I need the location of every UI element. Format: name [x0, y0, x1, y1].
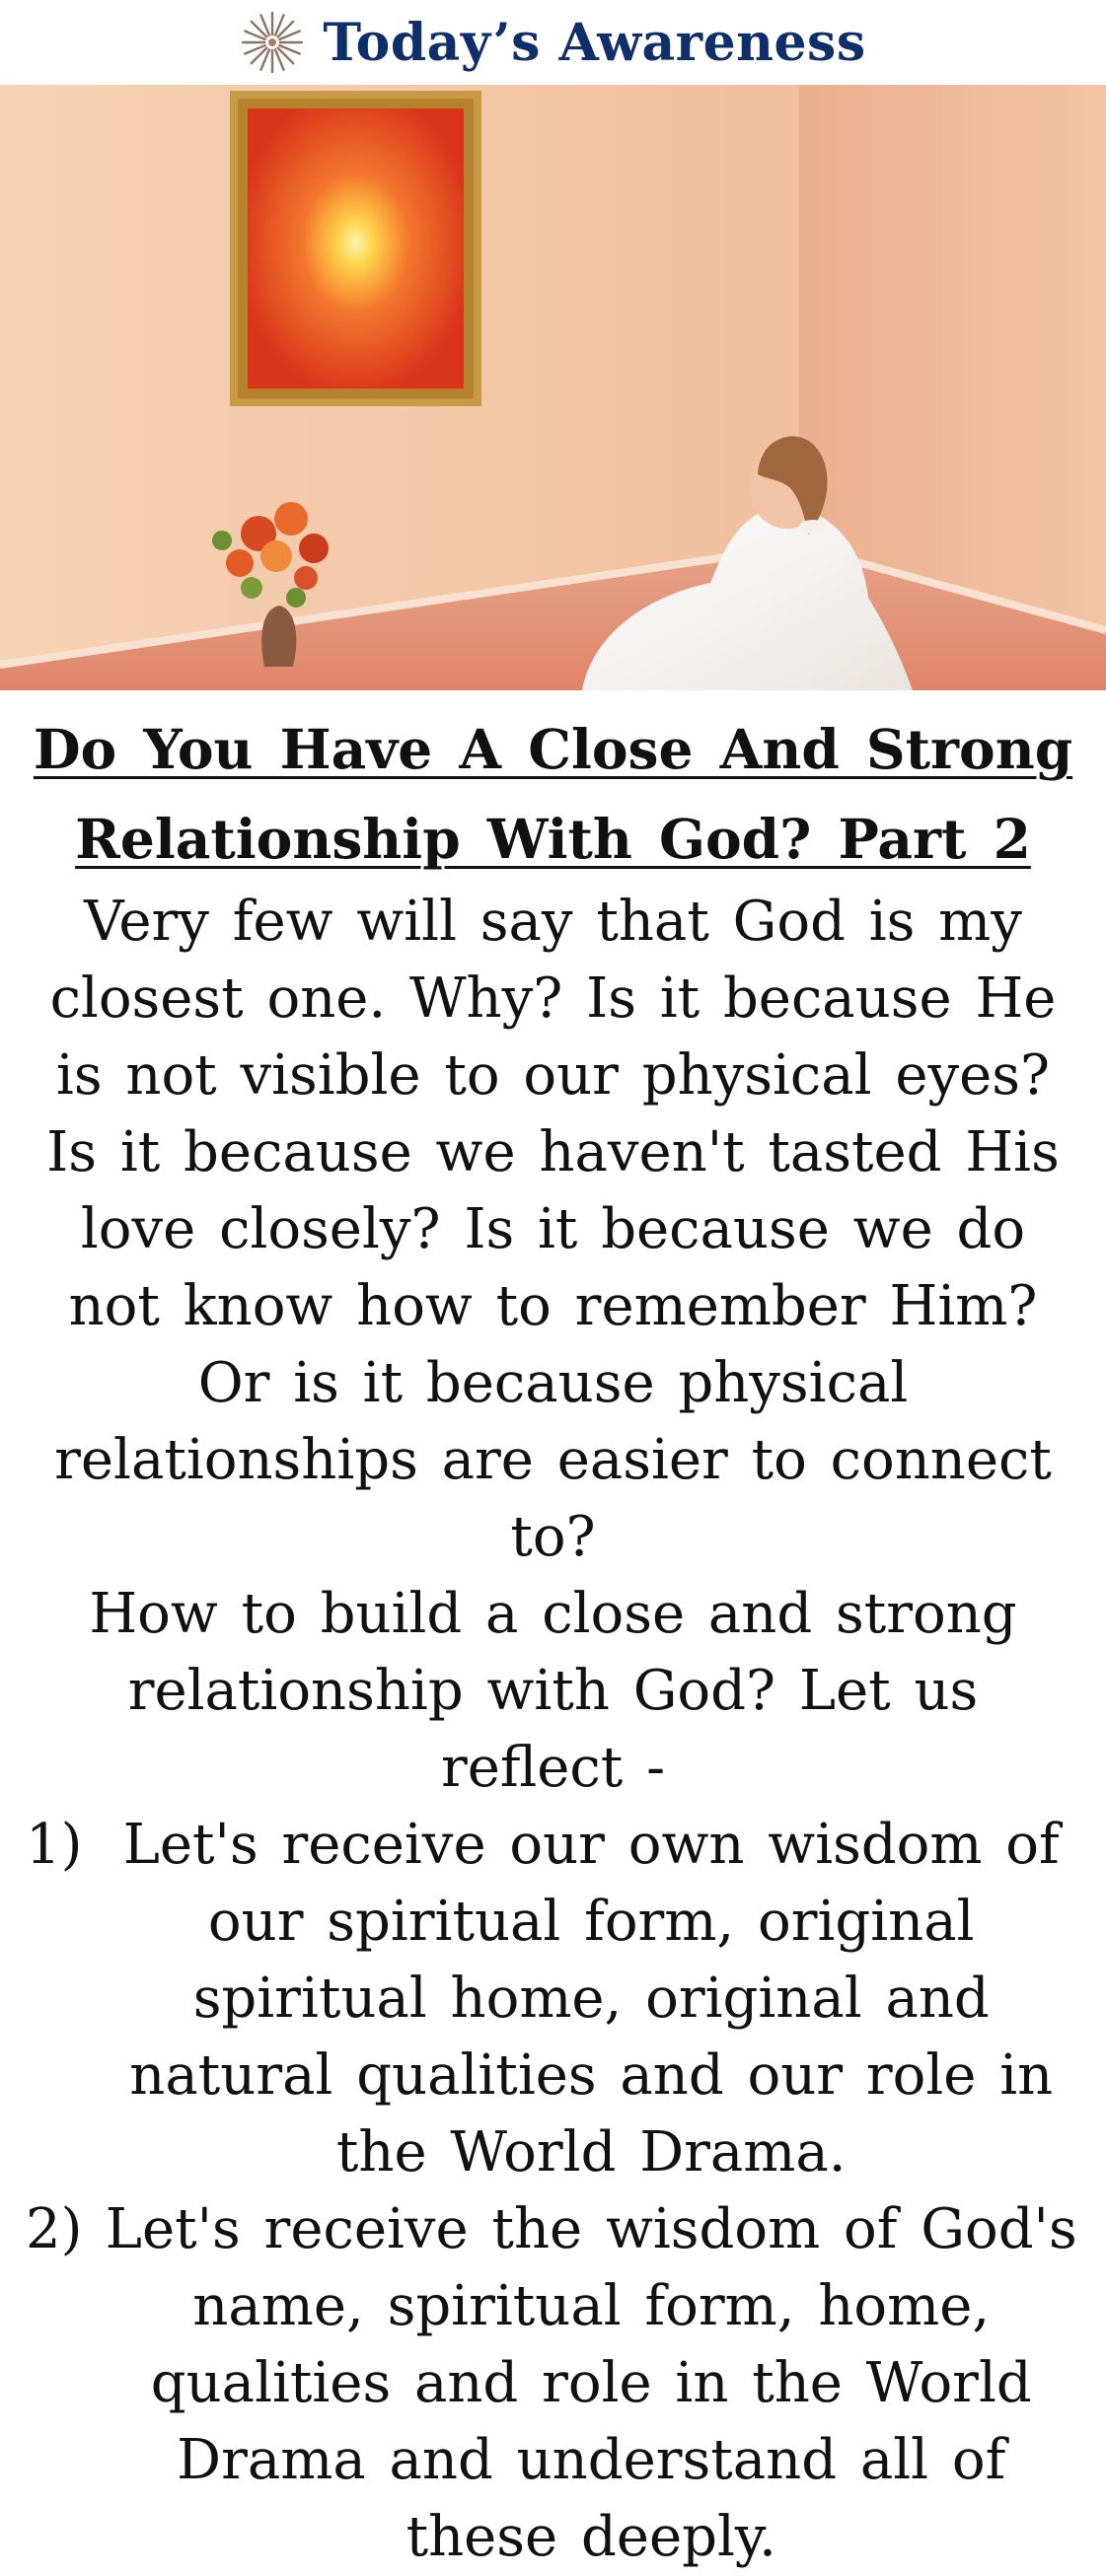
- article-title: Do You Have A Close And Strong Relationship With God? Part 2: [33, 717, 1073, 871]
- list-item-text: Let's receive the wisdom of God's name, spiritual form, home, qualities and role in the World Drama and understand all of these deeply.: [105, 2197, 1077, 2569]
- paragraph-question: How to build a close and strong relationship with God? Let us reflect -: [89, 1582, 1017, 1800]
- list-item-text: Let's receive our own wisdom of our spiritual form, original spiritual home, original and natural qualities and our role in the World Drama.: [122, 1813, 1060, 2184]
- list-item-number: 2): [26, 2197, 83, 2261]
- article-body: [0, 884, 1106, 2576]
- list-item-number: 1): [26, 1813, 83, 1877]
- header-title: Today’s Awareness: [323, 12, 866, 73]
- meditation-scene-illustration: [0, 85, 1106, 690]
- list-item: [26, 2191, 1080, 2576]
- paragraph-intro: Very few will say that God is my closest one. Why? Is it because He is not visible to our physical eyes? Is it because we haven't tasted His love closely? Is it because we do not know how to remember Him? Or is it because physical relationships are easier to connect to?: [46, 890, 1060, 1569]
- list-item: [26, 1807, 1080, 2191]
- radiant-star-icon: [240, 10, 305, 75]
- header: [0, 0, 1106, 85]
